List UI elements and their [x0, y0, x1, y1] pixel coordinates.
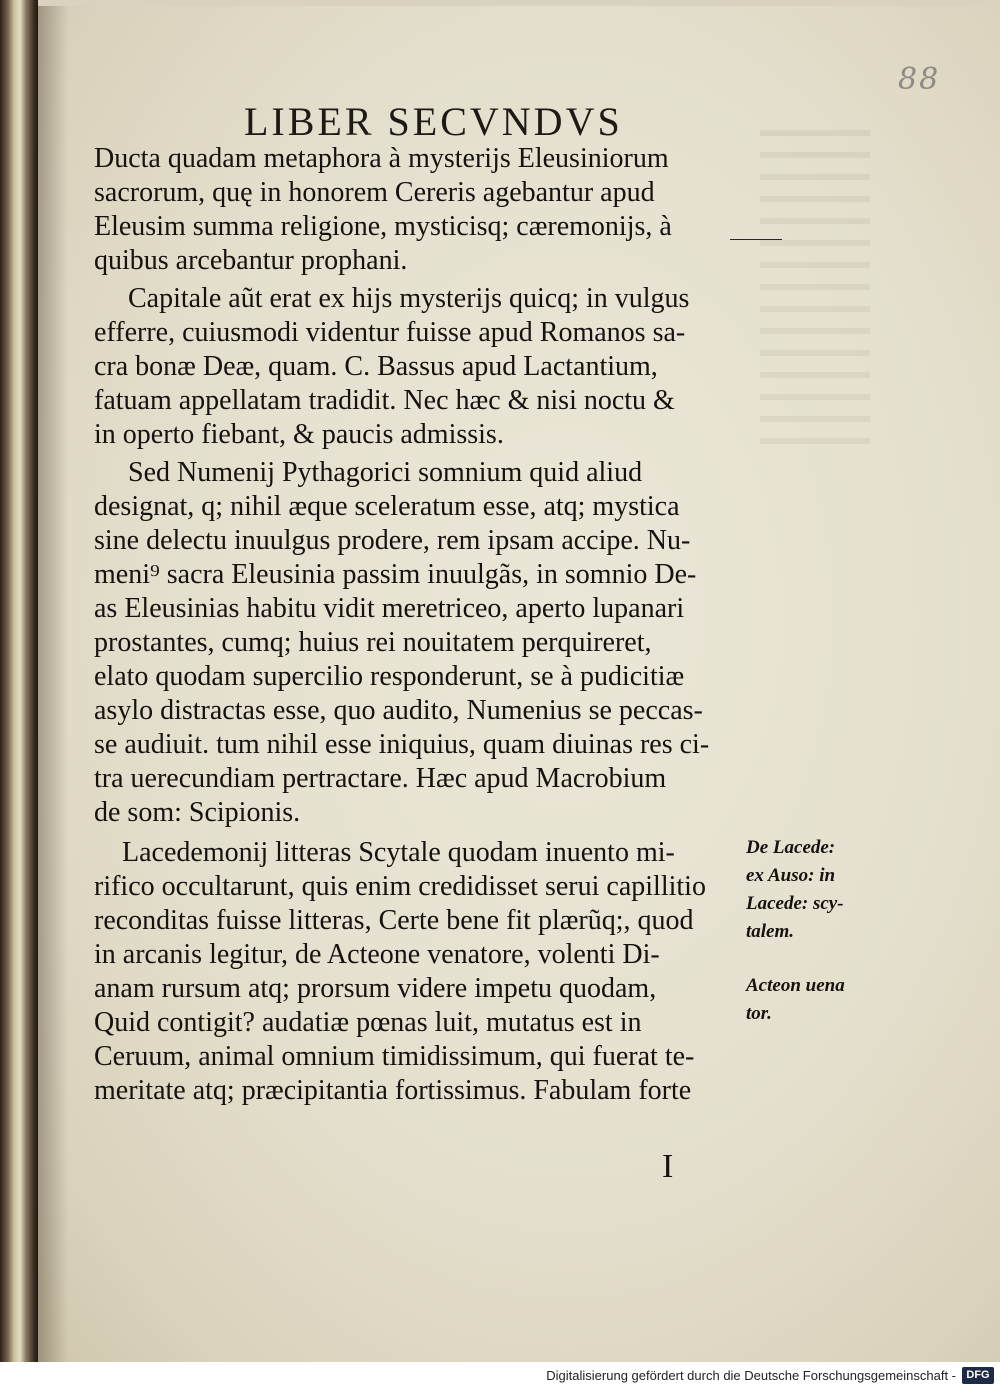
- margin-stroke: [730, 239, 782, 240]
- text-line: meritate atq; præcipitantia fortissimus. Fabulam forte: [94, 1075, 692, 1106]
- text-line: tra uerecundiam pertractare. Hæc apud Macrobium: [94, 763, 667, 794]
- text-line: rifico occultarunt, quis enim credidisset serui capillitio: [94, 871, 706, 902]
- text-line: Quid contigit? audatiæ pœnas luit, mutatus est in: [94, 1007, 642, 1038]
- text-line: de som: Scipionis.: [94, 797, 301, 828]
- marginal-note: talem.: [746, 921, 795, 942]
- gutter-shadow: [38, 6, 68, 1362]
- text-line: sine delectu inuulgus prodere, rem ipsam accipe. Nu-: [94, 525, 691, 556]
- text-line: fatuam appellatam tradidit. Nec hæc & nisi noctu &: [94, 385, 675, 416]
- marginal-note: tor.: [746, 1003, 772, 1024]
- signature-mark: I: [662, 1148, 674, 1185]
- text-line: asylo distractas esse, quo audito, Numenius se peccas-: [94, 695, 703, 726]
- text-line: meni⁹ sacra Eleusinia passim inuulgãs, in somnio De-: [94, 559, 697, 590]
- marginal-note: De Lacede:: [746, 837, 836, 858]
- text-line: reconditas fuisse litteras, Certe bene fit plærũq;, quod: [94, 905, 694, 936]
- text-line: elato quodam supercilio responderunt, se à pudicitiæ: [94, 661, 685, 692]
- text-line: in arcanis legitur, de Acteone venatore, volenti Di-: [94, 939, 660, 970]
- text-line: Capitale aũt erat ex hijs mysterijs quicq; in vulgus: [128, 283, 690, 314]
- marginal-note: ex Auso: in: [746, 865, 836, 886]
- text-line: prostantes, cumq; huius rei nouitatem perquireret,: [94, 627, 652, 658]
- footer-credit: Digitalisierung gefördert durch die Deutsche Forschungsgemeinschaft -: [546, 1368, 956, 1383]
- text-line: in operto fiebant, & paucis admissis.: [94, 419, 504, 450]
- text-line: Lacedemonij litteras Scytale quodam inuento mi-: [122, 837, 675, 868]
- text-line: as Eleusinias habitu vidit meretriceo, aperto lupanari: [94, 593, 685, 624]
- dfg-logo: DFG: [962, 1367, 994, 1384]
- marginal-note: Acteon uena: [746, 975, 845, 996]
- folio-number: 88: [898, 62, 941, 97]
- show-through-text: [760, 130, 870, 450]
- facing-page-edge: [0, 0, 38, 1362]
- text-line: cra bonæ Deæ, quam. C. Bassus apud Lactantium,: [94, 351, 658, 382]
- marginal-note: Lacede: scy-: [746, 893, 844, 914]
- text-line: Sed Numenij Pythagorici somnium quid aliud: [128, 457, 643, 488]
- text-line: anam rursum atq; prorsum videre impetu quodam,: [94, 973, 657, 1004]
- text-line: Ceruum, animal omnium timidissimum, qui fuerat te-: [94, 1041, 695, 1072]
- text-line: quibus arcebantur prophani.: [94, 245, 408, 276]
- text-line: se audiuit. tum nihil esse iniquius, quam diuinas res ci-: [94, 729, 710, 760]
- text-line: sacrorum, quę in honorem Cereris agebantur apud: [94, 177, 655, 208]
- text-line: Ducta quadam metaphora à mysterijs Eleusiniorum: [94, 143, 669, 174]
- running-head: LIBER SECVNDVS: [244, 99, 623, 144]
- text-line: designat, q; nihil æque sceleratum esse, atq; mystica: [94, 491, 680, 522]
- text-line: efferre, cuiusmodi videntur fuisse apud Romanos sa-: [94, 317, 686, 348]
- text-line: Eleusim summa religione, mysticisq; cæremonijs, à: [94, 211, 672, 242]
